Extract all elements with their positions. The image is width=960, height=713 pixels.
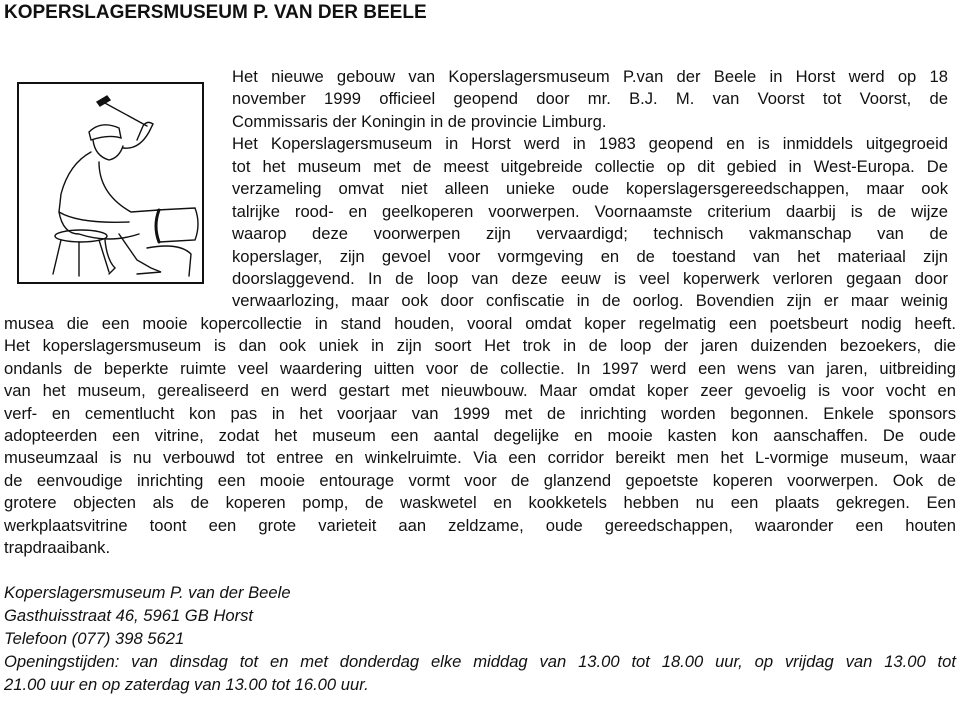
text-line: ondanls de beperkte ruimte veel waardering uitten voor de collectie. In 1997 werd een wens van jaren, uitbreiding	[4, 358, 956, 378]
phone-number: Telefoon (077) 398 5621	[4, 629, 185, 648]
text-line: adopteerden een vitrine, zodat het museum een aantal degelijke en mooie kasten kon aanschaffen. De oude	[4, 426, 956, 445]
opening-hours-cont: 21.00 uur en op zaterdag van 13.00 tot 16.00 uur.	[4, 675, 369, 694]
text-line: november 1999 officieel geopend door mr. B.J. M. van Voorst tot Voorst, de	[232, 89, 948, 109]
text-line: tot het museum met de meest uitgebreide collectie op dit gebied in West-Europa. De	[232, 156, 948, 176]
article-body	[0, 66, 960, 560]
text-line: verf- en cementlucht kon pas in het voorjaar van 1999 met de inrichting worden begonnen. Enkele sponsors	[4, 403, 956, 423]
text-line: talrijke rood- en geelkoperen voorwerpen. Voornaamste criterium daarbij is de wijze	[232, 201, 948, 221]
text-line: verwaarlozing, maar ook door confiscatie in de oorlog. Bovendien zijn er maar weinig	[232, 291, 948, 311]
text-line: Commissaris der Koningin in de provincie Limburg.	[232, 111, 607, 131]
text-line: museumzaal is nu verbouwd tot entree en winkelruimte. Via een corridor bereikt men het L-vormige museum, waar	[4, 448, 956, 468]
text-line: Het koperslagersmuseum is dan ook uniek in zijn soort Het trok in de loop der jaren duizenden bezoekers, die	[4, 336, 956, 356]
opening-hours: Openingstijden: van dinsdag tot en met donderdag elke middag van 13.00 tot 18.00 uur, op vrijdag van 13.00 tot	[4, 652, 956, 671]
museum-name: Koperslagersmuseum P. van der Beele	[4, 583, 291, 602]
text-line: van het museum, gerealiseerd en werd gestart met nieuwbouw. Maar omdat koper zeer gevoelig is voor vocht en	[4, 381, 956, 401]
text-line: grotere objecten als de koperen pomp, de waskwetel en kookketels hebben nu een plaats gekregen. Een	[4, 493, 956, 513]
text-line: trapdraaibank.	[4, 538, 111, 558]
text-line: koperslager, zijn gevoel voor vormgeving en de toestand van het materiaal zijn	[232, 246, 948, 266]
text-line: musea die een mooie kopercollectie in stand houden, vooral omdat koper regelmatig een poetsbeurt nodig heeft.	[4, 313, 956, 333]
text-line: waarop deze voorwerpen zijn vervaardigd; technisch vakmanschap van de	[232, 224, 948, 244]
text-line: verzameling omvat niet alleen unieke oude koperslagersgereedschappen, maar ook	[232, 179, 948, 199]
text-line: werkplaatsvitrine toont een grote varieteit aan zeldzame, oude gereedschappen, waaronder een houten	[4, 515, 956, 535]
text-line: de eenvoudige inrichting een mooie entourage vormt voor de glanzend gepoetste koperen voorwerpen. Ook de	[4, 470, 956, 490]
text-line: Het Koperslagersmuseum in Horst werd in 1983 geopend en is inmiddels uitgegroeid	[232, 134, 948, 154]
contact-block	[4, 581, 956, 696]
text-line: Het nieuwe gebouw van Koperslagersmuseum P.van der Beele in Horst werd op 18	[232, 67, 948, 86]
street-address: Gasthuisstraat 46, 5961 GB Horst	[4, 606, 254, 625]
text-line: doorslaggevend. In de loop van deze eeuw is veel koperwerk verloren gegaan door	[232, 268, 948, 288]
page-title: KOPERSLAGERSMUSEUM P. VAN DER BEELE	[4, 2, 427, 23]
